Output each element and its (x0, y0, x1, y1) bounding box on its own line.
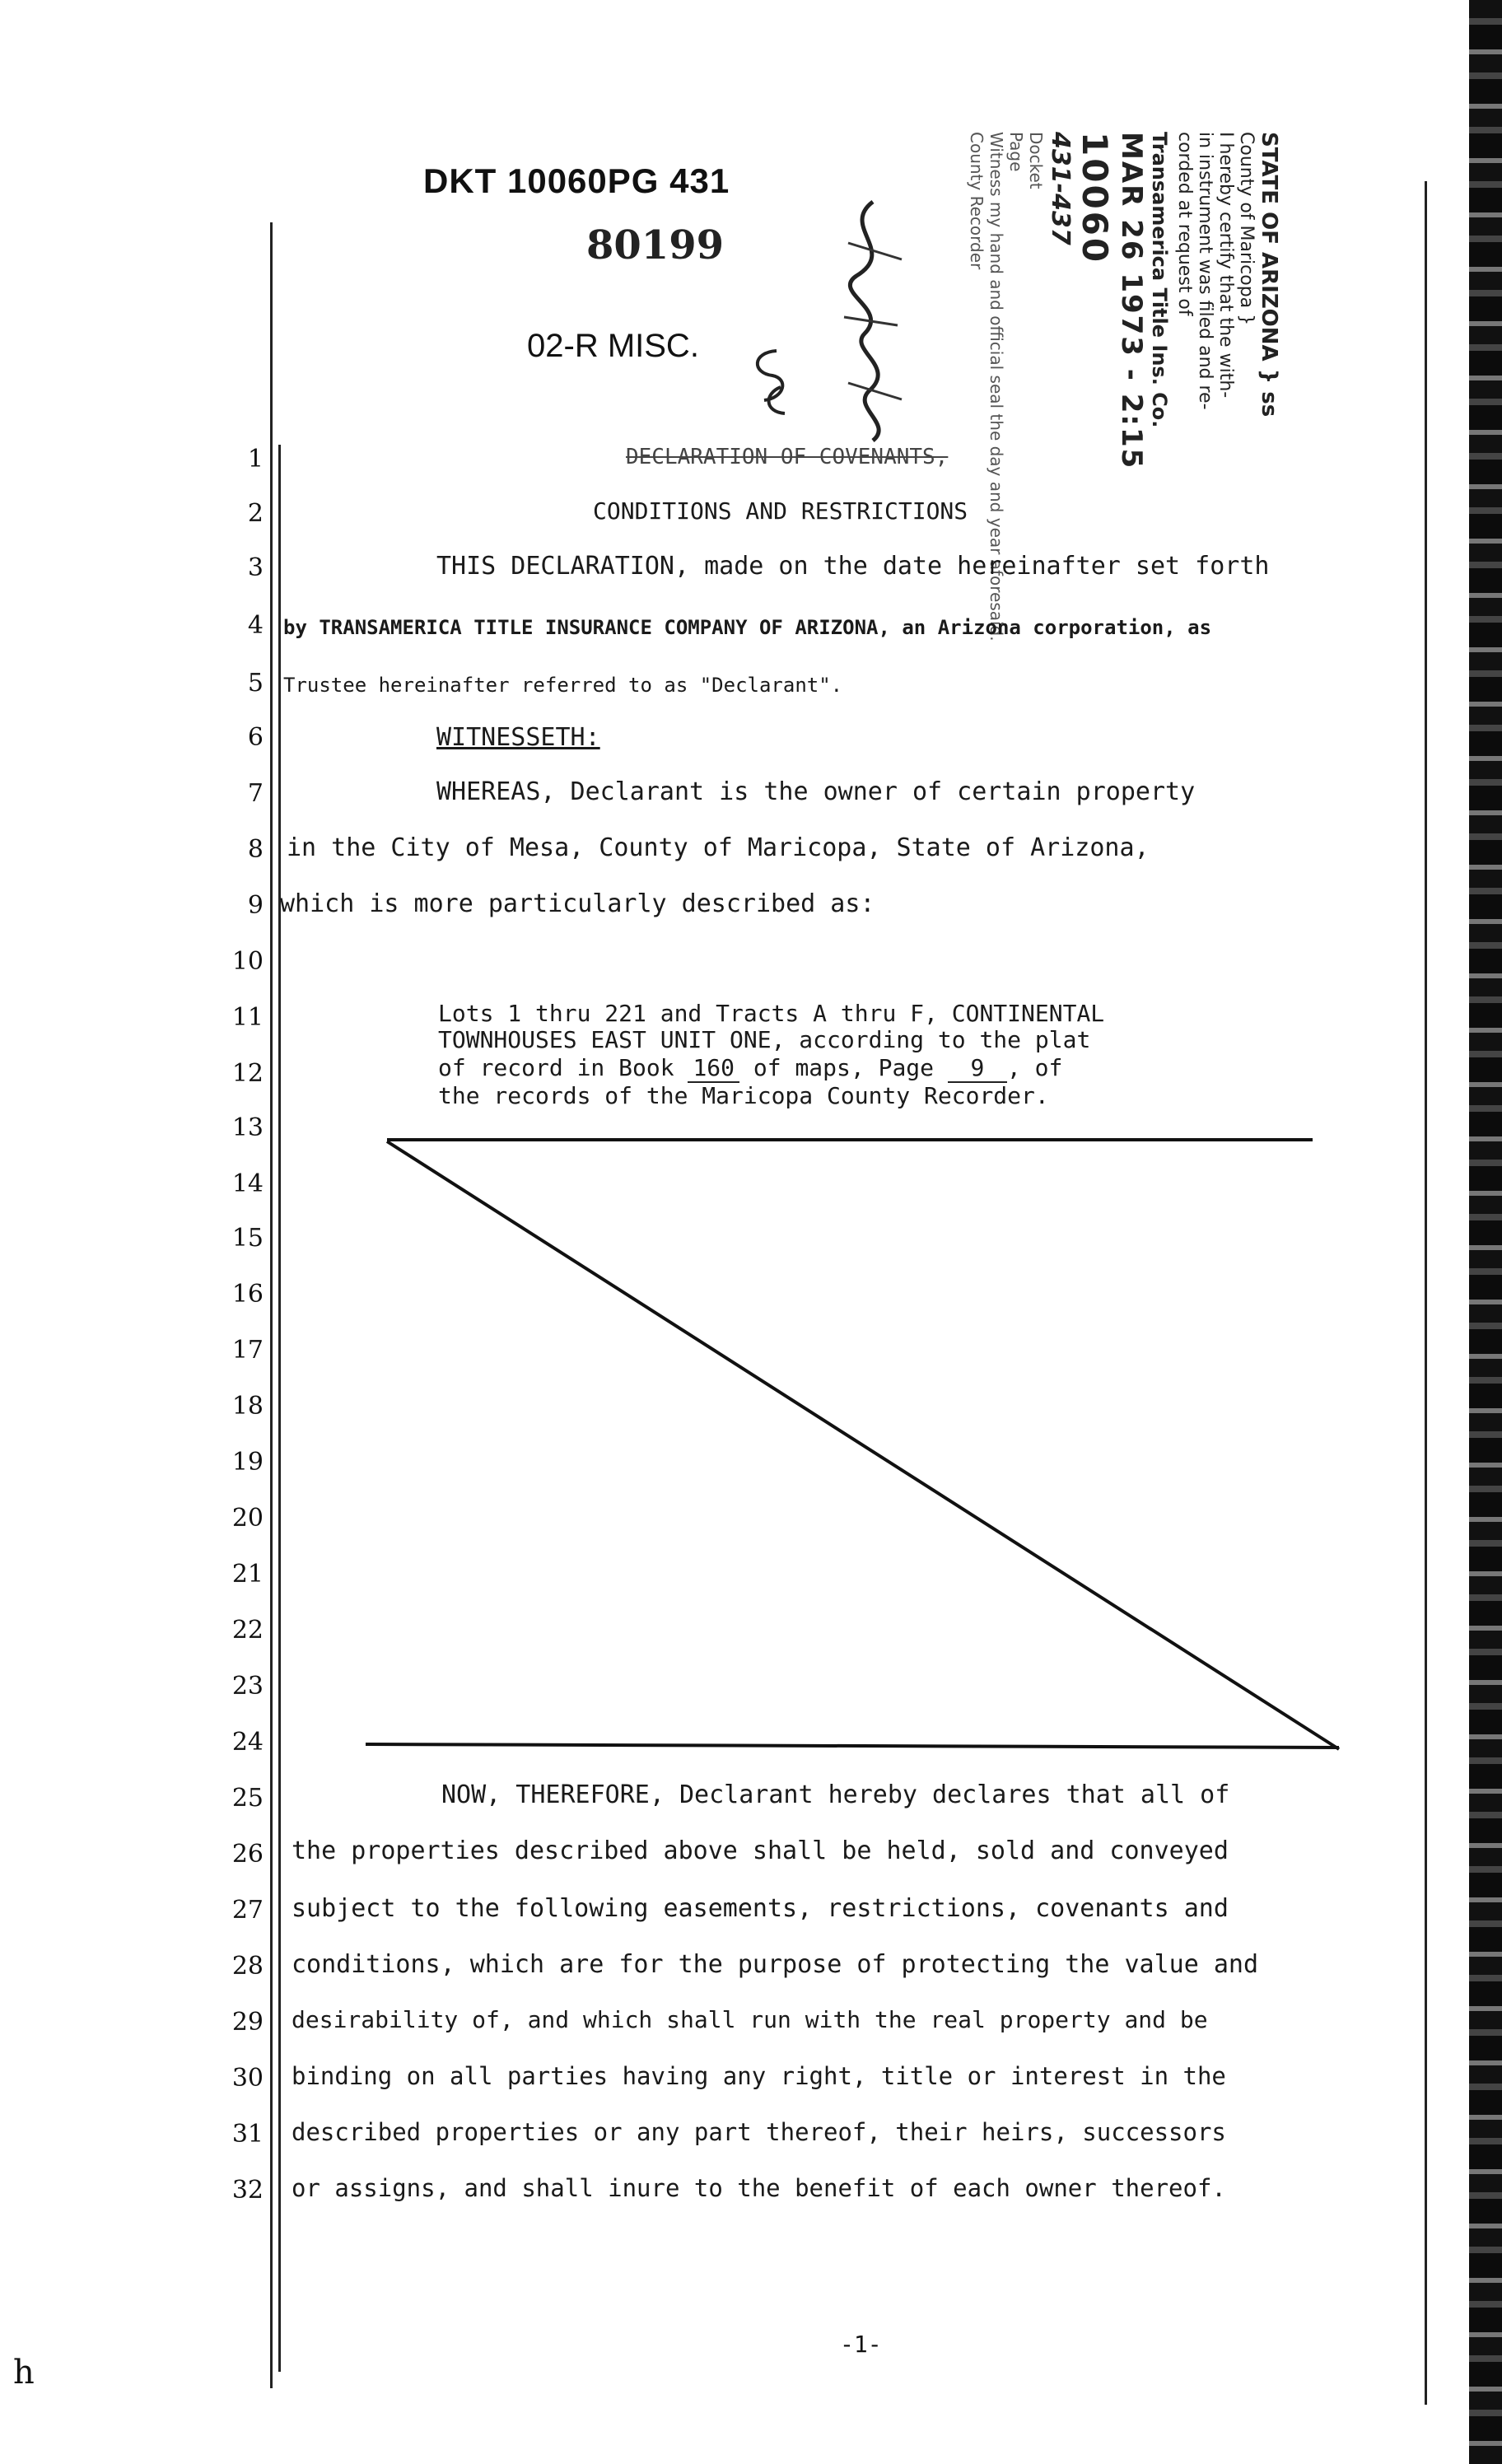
left-margin-rule (270, 222, 273, 2388)
line-number: 28 (231, 1952, 264, 1981)
line-number: 15 (231, 1224, 264, 1253)
declaration-line: the properties described above shall be held, sold and conveyed (292, 1836, 1229, 1865)
stamp-line: Transamerica Title Ins. Co. (1148, 132, 1171, 428)
margin-mark: h (13, 2354, 35, 2392)
stamp-line: I hereby certify that the with- (1215, 132, 1236, 399)
preamble-line: by TRANSAMERICA TITLE INSURANCE COMPANY OF ARIZONA, an Arizona corporation, as (283, 616, 1212, 639)
stamp-line: STATE OF ARIZONA } ss (1257, 132, 1281, 418)
declaration-line: described properties or any part thereof, their heirs, successors (292, 2118, 1226, 2146)
legal-text: of maps, Page (753, 1054, 935, 1081)
document-subtitle: CONDITIONS AND RESTRICTIONS (593, 497, 968, 525)
declaration-line: subject to the following easements, restrictions, covenants and (292, 1894, 1229, 1923)
stamp-line: corded at request of (1174, 132, 1195, 316)
line-number: 20 (231, 1504, 264, 1533)
stamp-line: County of Maricopa } (1236, 132, 1257, 326)
declaration-line: conditions, which are for the purpose of protecting the value and (292, 1950, 1258, 1979)
stamp-line: Docket (1026, 132, 1046, 189)
whereas-line: in the City of Mesa, County of Maricopa, State of Arizona, (287, 833, 1150, 862)
page-number-field: 9 (948, 1054, 1007, 1083)
line-number: 2 (247, 499, 264, 528)
line-number: 18 (231, 1392, 264, 1421)
document-number: 80199 (586, 222, 724, 268)
line-number: 21 (231, 1560, 264, 1589)
declaration-line: or assigns, and shall inure to the benefit of each owner thereof. (292, 2174, 1226, 2202)
recorder-signature (823, 194, 922, 449)
legal-description-line (438, 1054, 1062, 1083)
cancel-diagonal-line (387, 1141, 1339, 1749)
line-number: 7 (247, 779, 264, 808)
line-number: 23 (231, 1672, 264, 1701)
stamp-date: MAR 26 1973 - 2:15 (1115, 132, 1148, 470)
line-number: 1 (247, 445, 264, 474)
declaration-line: binding on all parties having any right, title or interest in the (292, 2062, 1226, 2090)
line-number: 32 (231, 2176, 264, 2205)
declaration-line: NOW, THEREFORE, Declarant hereby declares that all of (441, 1780, 1230, 1809)
line-number: 14 (231, 1169, 264, 1198)
scan-edge (1469, 0, 1502, 2464)
stamp-line: Witness my hand and official seal the day and year aforesaid. (987, 132, 1006, 642)
line-number: 12 (231, 1059, 264, 1088)
line-number: 13 (231, 1113, 264, 1142)
docket-page-stamp: DKT 10060PG 431 (423, 161, 730, 200)
line-number: 5 (247, 669, 264, 698)
line-number: 4 (247, 611, 264, 640)
whereas-line: which is more particularly described as: (280, 889, 875, 918)
line-number: 27 (231, 1896, 264, 1925)
line-number: 9 (247, 891, 264, 920)
page-number: -1- (840, 2331, 882, 2358)
fee-initials (739, 344, 797, 418)
line-number: 16 (231, 1280, 264, 1309)
line-number: 24 (231, 1728, 264, 1757)
whereas-line: WHEREAS, Declarant is the owner of certain property (436, 777, 1196, 806)
line-number: 17 (231, 1336, 264, 1365)
legal-description-line: the records of the Maricopa County Recorder. (438, 1082, 1049, 1109)
stamp-line: in instrument was filed and re- (1195, 132, 1215, 410)
preamble-line: Trustee hereinafter referred to as "Declarant". (283, 674, 843, 697)
line-number: 30 (231, 2064, 264, 2093)
legal-description-line: Lots 1 thru 221 and Tracts A thru F, CONTINENTAL (438, 1000, 1105, 1027)
cancel-bottom-line (366, 1744, 1339, 1748)
stamp-pages: 431-437 (1046, 132, 1075, 245)
declaration-line: desirability of, and which shall run with the real property and be (292, 2006, 1208, 2033)
line-number: 29 (231, 2008, 264, 2037)
misc-code: 02-R MISC. (527, 328, 699, 364)
left-margin-rule-inner (278, 445, 281, 2372)
book-number: 160 (688, 1054, 739, 1083)
legal-description-line: TOWNHOUSES EAST UNIT ONE, according to the plat (438, 1026, 1091, 1053)
line-number: 26 (231, 1840, 264, 1869)
line-number: 22 (231, 1616, 264, 1645)
document-title: DECLARATION OF COVENANTS, (626, 445, 949, 469)
stamp-docket: 10060 (1075, 132, 1115, 265)
line-number: 6 (247, 723, 264, 752)
preamble-line: THIS DECLARATION, made on the date hereinafter set forth (436, 552, 1270, 581)
line-number: 11 (231, 1003, 264, 1032)
right-margin-rule (1425, 181, 1427, 2405)
line-number: 3 (247, 553, 264, 582)
stamp-line: Page (1006, 132, 1026, 172)
witnesseth-heading: WITNESSETH: (436, 723, 600, 752)
legal-text: , of (1006, 1054, 1063, 1081)
line-number: 10 (231, 947, 264, 976)
line-number: 8 (247, 835, 264, 864)
line-number: 25 (231, 1784, 264, 1813)
line-number: 19 (231, 1448, 264, 1477)
legal-text: of record in Book (438, 1054, 674, 1081)
line-number: 31 (231, 2120, 264, 2149)
stamp-line: County Recorder (967, 132, 987, 270)
